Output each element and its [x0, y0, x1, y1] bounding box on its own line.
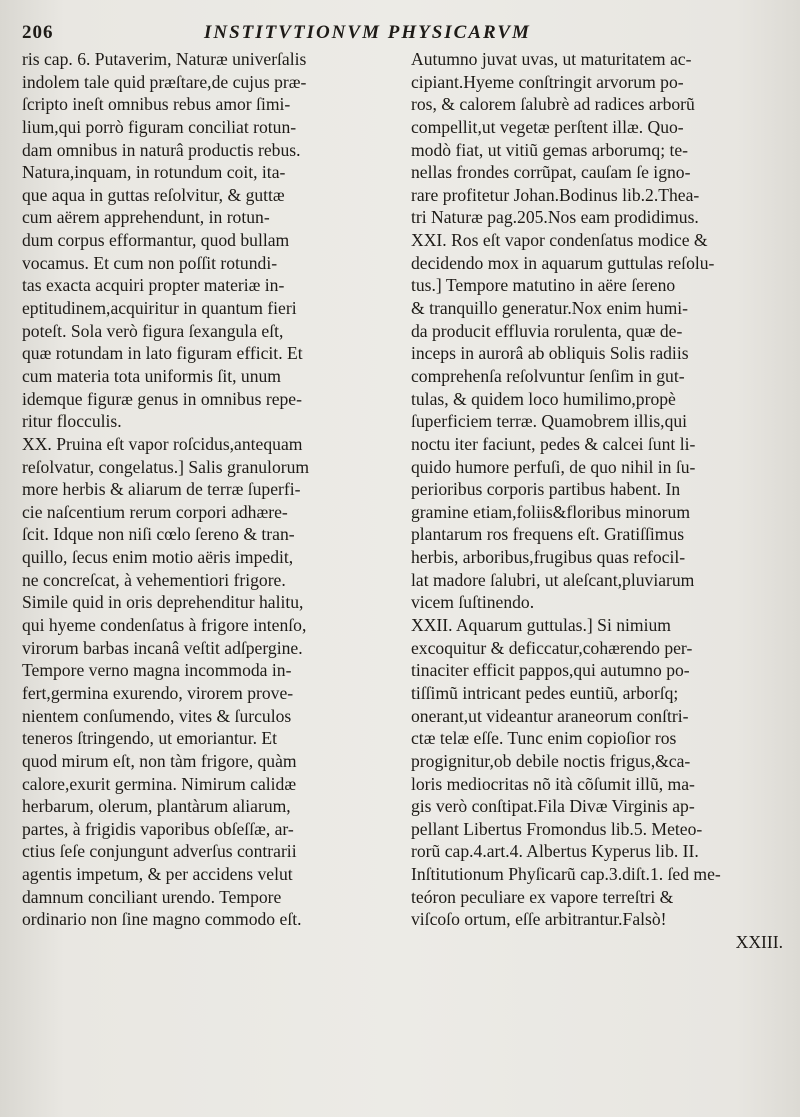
text-line: inceps in aurorâ ab obliquis Solis radiis: [411, 343, 689, 364]
text-line: quæ rotundam in lato figuram efficit. Et: [22, 343, 303, 364]
text-line: herbarum, olerum, plantàrum aliarum,: [22, 796, 291, 817]
text-line: rare profitetur Johan.Bodinus lib.2.Thea-: [411, 184, 700, 205]
text-line: qui hyeme condenſatus à frigore intenſo,: [22, 615, 307, 636]
text-line: vocamus. Et cum non poſſit rotundi-: [22, 252, 278, 273]
text-line: Tempore verno magna incommoda in-: [22, 660, 292, 681]
text-line: onerant,ut videantur araneorum conſtri-: [411, 705, 689, 726]
text-line: excoquitur & deficcatur,cohærendo per-: [411, 637, 693, 658]
text-line: ritur flocculis.: [22, 411, 122, 432]
text-line: ordinario non ſine magno commodo eſt.: [22, 909, 302, 930]
text-line: tiſſimũ intricant pedes euntiũ, arborſq;: [411, 682, 679, 703]
text-line: decidendo mox in aquarum guttulas reſolu-: [411, 252, 715, 273]
text-line: comprehenſa reſolvuntur ſenſim in gut-: [411, 365, 685, 386]
text-line: da producit effluvia rorulenta, quæ de-: [411, 320, 683, 341]
text-line: quod mirum eſt, non tàm frigore, quàm: [22, 750, 297, 771]
text-line: noctu iter faciunt, pedes & calcei ſunt li-: [411, 433, 696, 454]
text-line: indolem tale quid præſtare,de cujus præ-: [22, 71, 307, 92]
text-line: tinaciter efficit pappos,qui autumno po-: [411, 660, 690, 681]
text-line: tri Naturæ pag.205.Nos eam prodidimus.: [411, 207, 699, 228]
text-line: ctæ telæ eſſe. Tunc enim copioſior ros: [411, 728, 677, 749]
text-line: reſolvatur, congelatus.] Salis granulorum: [22, 456, 310, 477]
text-line: damnum conciliant urendo. Tempore: [22, 886, 282, 907]
text-line: teneros ſtringendo, ut emoriantur. Et: [22, 728, 278, 749]
text-line: ſcit. Idque non niſi cœlo ſereno & tran-: [22, 524, 295, 545]
text-line: Autumno juvat uvas, ut maturitatem ac-: [411, 49, 692, 69]
page-header: [22, 22, 762, 44]
text-line: quillo, ſecus enim motio aëris impedit,: [22, 547, 294, 568]
text-line: eptitudinem,acquiritur in quantum fieri: [22, 298, 297, 319]
text-line: rorũ cap.4.art.4. Albertus Kyperus lib. II.: [411, 841, 699, 862]
text-line: viſcoſo ortum, eſſe arbitrantur.Falsò!: [411, 909, 667, 930]
text-line: more herbis & aliarum de terræ ſuperfi-: [22, 479, 301, 500]
text-line: calore,exurit germina. Nimirum calidæ: [22, 773, 297, 794]
text-line: partes, à frigidis vaporibus obſeſſæ, ar-: [22, 818, 294, 839]
text-line: ſuperficiem terræ. Quamobrem illis,qui: [411, 411, 688, 432]
text-line: ſcripto ineſt omnibus rebus amor ſimi-: [22, 94, 291, 115]
text-line: Inſtitutionum Phyſicarũ cap.3.diſt.1. ſed me-: [411, 864, 721, 885]
text-line: que aqua in guttas reſolvitur, & guttæ: [22, 184, 285, 205]
text-line: tulas, & quidem loco humilimo,propè: [411, 388, 676, 409]
text-line: nellas frondes corrũpat, cauſam ſe igno-: [411, 162, 691, 183]
text-line: gis verò conſtipat.Fila Divæ Virginis ap-: [411, 796, 695, 817]
text-line: gramine etiam,foliis&floribus minorum: [411, 501, 691, 522]
text-line: tus.] Tempore matutino in aëre ſereno: [411, 275, 676, 296]
left-text-column: [22, 48, 382, 931]
text-line: idemque figuræ genus in omnibus repe-: [22, 388, 302, 409]
text-line: quido humore perfuſi, de quo nihil in ſu-: [411, 456, 696, 477]
text-line: cipiant.Hyeme conſtringit arvorum po-: [411, 71, 684, 92]
text-line: poteſt. Sola verò figura ſexangula eſt,: [22, 320, 284, 341]
text-line: compellit,ut vegetæ perſtent illæ. Quo-: [411, 116, 684, 137]
text-line: XXIII.: [735, 931, 783, 952]
text-line: ros, & calorem ſalubrè ad radices arborũ: [411, 94, 695, 115]
text-line: tas exacta acquiri propter materiæ in-: [22, 275, 285, 296]
text-line: Natura,inquam, in rotundum coit, ita-: [22, 162, 286, 183]
text-line: progignitur,ob debile noctis frigus,&ca-: [411, 750, 691, 771]
text-line: fert,germina exurendo, virorem prove-: [22, 682, 294, 703]
text-line: & tranquillo generatur.Nox enim humi-: [411, 298, 689, 319]
text-line: virorum barbas incanâ veſtit adſpergine.: [22, 637, 303, 658]
text-line: XX. Pruina eſt vapor roſcidus,antequam: [22, 433, 303, 454]
text-line: Simile quid in oris deprehenditur halitu,: [22, 592, 304, 613]
text-line: vicem ſuſtinendo.: [411, 592, 535, 613]
text-line: plantarum ros frequens eſt. Gratiſſimus: [411, 524, 685, 545]
text-line: agentis impetum, & per accidens velut: [22, 864, 293, 885]
text-line: cum aërem apprehendunt, in rotun-: [22, 207, 270, 228]
text-line: teóron peculiare ex vapore terreſtri &: [411, 886, 674, 907]
text-line: XXII. Aquarum guttulas.] Si nimium: [411, 615, 671, 636]
text-line: lat madore ſalubri, ut aleſcant,pluviarum: [411, 569, 695, 590]
page-number: 206: [22, 22, 54, 43]
text-line: dam omnibus in naturâ productis rebus.: [22, 139, 301, 160]
text-line: nientem conſumendo, vites & ſurculos: [22, 705, 292, 726]
text-line: ne concreſcat, à vehementiori frigore.: [22, 569, 286, 590]
text-line: ctius ſeſe conjungunt adverſus contrarii: [22, 841, 297, 862]
text-line: cie naſcentium rerum corpori adhære-: [22, 501, 288, 522]
text-line: cum materia tota uniformis ſit, unum: [22, 365, 281, 386]
text-line: XXI. Ros eſt vapor condenſatus modice &: [411, 230, 708, 251]
text-line: dum corpus efformantur, quod bullam: [22, 230, 290, 251]
text-line: perioribus corporis partibus habent. In: [411, 479, 681, 500]
right-text-column: [411, 48, 783, 954]
text-line: modò fiat, ut vitiũ gemas arborumq; te-: [411, 139, 689, 160]
text-line: ris cap. 6. Putaverim, Naturæ univerſalis: [22, 49, 307, 69]
text-line: loris mediocritas nõ ità cõſumit illũ, ma-: [411, 773, 695, 794]
running-title: INSTITVTIONVM PHYSICARVM: [204, 22, 531, 43]
text-line: pellant Libertus Fromondus lib.5. Meteo-: [411, 818, 703, 839]
text-line: herbis, arboribus,frugibus quas refocil-: [411, 547, 686, 568]
text-line: lium,qui porrò figuram conciliat rotun-: [22, 116, 297, 137]
